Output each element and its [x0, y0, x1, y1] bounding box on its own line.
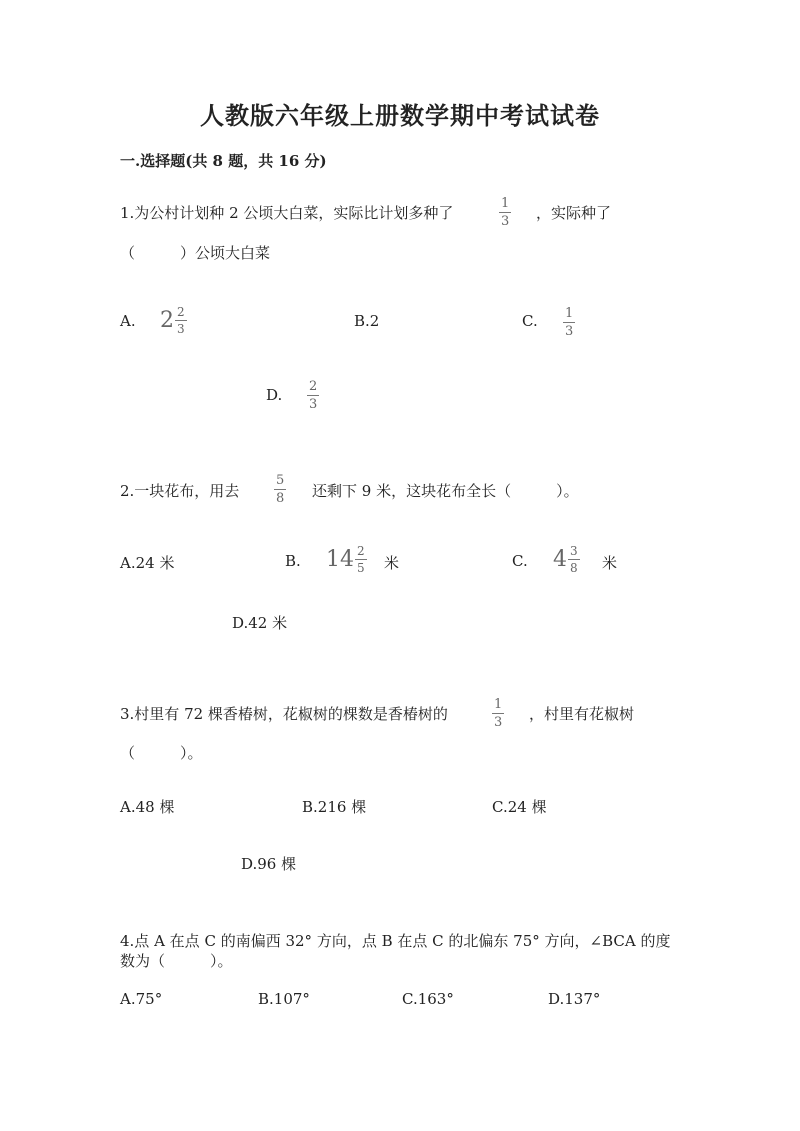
fraction-denominator: 3 [565, 324, 574, 339]
q1-option-a-label[interactable]: A. [120, 312, 136, 330]
q2-option-c-label[interactable]: C. [512, 552, 528, 570]
question-3-fraction [492, 698, 504, 729]
q4-option-a[interactable]: A.75° [120, 990, 163, 1008]
q3-option-a[interactable]: A.48 棵 [120, 798, 175, 816]
mixed-whole: 14 [326, 547, 354, 572]
fraction-denominator: 5 [357, 561, 365, 575]
fraction-denominator: 3 [309, 397, 318, 412]
question-1-fraction [499, 197, 511, 228]
fraction-numerator: 2 [177, 305, 185, 319]
fraction-numerator: 1 [501, 196, 510, 211]
fraction-bar [307, 395, 319, 396]
fraction-numerator: 2 [357, 544, 365, 558]
fraction-numerator: 2 [309, 379, 318, 394]
q1-option-d-label[interactable]: D. [266, 386, 283, 404]
fraction-denominator: 3 [501, 214, 510, 229]
question-4-text-line2: 数为（ ）。 [120, 952, 233, 970]
fraction-bar [563, 322, 575, 323]
q2-option-b-unit: 米 [384, 554, 400, 572]
question-1-text-continued: ，实际种了 [536, 204, 612, 222]
fraction-bar [492, 713, 504, 714]
fraction-numerator: 3 [570, 544, 578, 558]
q4-option-d[interactable]: D.137° [548, 990, 601, 1008]
fraction-denominator: 3 [177, 322, 185, 336]
page-title: 人教版六年级上册数学期中考试试卷 [200, 101, 600, 130]
question-4-text: 4.点 A 在点 C 的南偏西 32° 方向，点 B 在点 C 的北偏东 75° 方向，∠BCA 的度 [120, 932, 671, 950]
fraction-numerator: 1 [494, 697, 503, 712]
question-1-text-line2: （ ）公顷大白菜 [120, 244, 271, 262]
fraction-denominator: 8 [570, 561, 578, 575]
mixed-fraction [175, 306, 187, 335]
question-2-text-continued: 还剩下 9 米，这块花布全长（ ）。 [312, 482, 579, 500]
q3-option-b[interactable]: B.216 棵 [302, 798, 367, 816]
question-3-text-continued: ，村里有花椒树 [529, 705, 635, 723]
fraction-bar [499, 212, 511, 213]
q3-option-d[interactable]: D.96 棵 [241, 855, 297, 873]
q2-option-c-value [553, 545, 580, 574]
q2-option-b-label[interactable]: B. [285, 552, 301, 570]
section-heading: 一.选择题(共 8 题，共 16 分) [120, 152, 327, 170]
mixed-whole: 2 [160, 308, 174, 333]
fraction-numerator: 1 [565, 306, 574, 321]
q4-option-c[interactable]: C.163° [402, 990, 454, 1008]
fraction-numerator: 5 [276, 473, 285, 488]
question-2-fraction [274, 474, 286, 505]
q1-option-a-value [160, 306, 187, 335]
q2-option-d[interactable]: D.42 米 [232, 614, 288, 632]
q1-option-b[interactable]: B.2 [354, 312, 380, 330]
question-3-text: 3.村里有 72 棵香椿树，花椒树的棵数是香椿树的 [120, 705, 448, 723]
q3-option-c[interactable]: C.24 棵 [492, 798, 547, 816]
fraction-bar [355, 559, 367, 560]
q2-option-b-value [326, 545, 367, 574]
q4-option-b[interactable]: B.107° [258, 990, 310, 1008]
mixed-fraction [355, 545, 367, 574]
q2-option-a[interactable]: A.24 米 [120, 554, 175, 572]
question-1-text: 1.为公村计划种 2 公顷大白菜，实际比计划多种了 [120, 204, 454, 222]
fraction-bar [568, 559, 580, 560]
q1-option-c-label[interactable]: C. [522, 312, 538, 330]
fraction-bar [274, 489, 286, 490]
fraction-denominator: 8 [276, 491, 285, 506]
question-3-text-line2: （ ）。 [120, 744, 203, 762]
q1-option-d-fraction [307, 380, 319, 411]
mixed-fraction [568, 545, 580, 574]
q2-option-c-unit: 米 [602, 554, 618, 572]
mixed-whole: 4 [553, 547, 567, 572]
q1-option-c-fraction [563, 307, 575, 338]
fraction-bar [175, 320, 187, 321]
question-2-text: 2.一块花布，用去 [120, 482, 240, 500]
fraction-denominator: 3 [494, 715, 503, 730]
